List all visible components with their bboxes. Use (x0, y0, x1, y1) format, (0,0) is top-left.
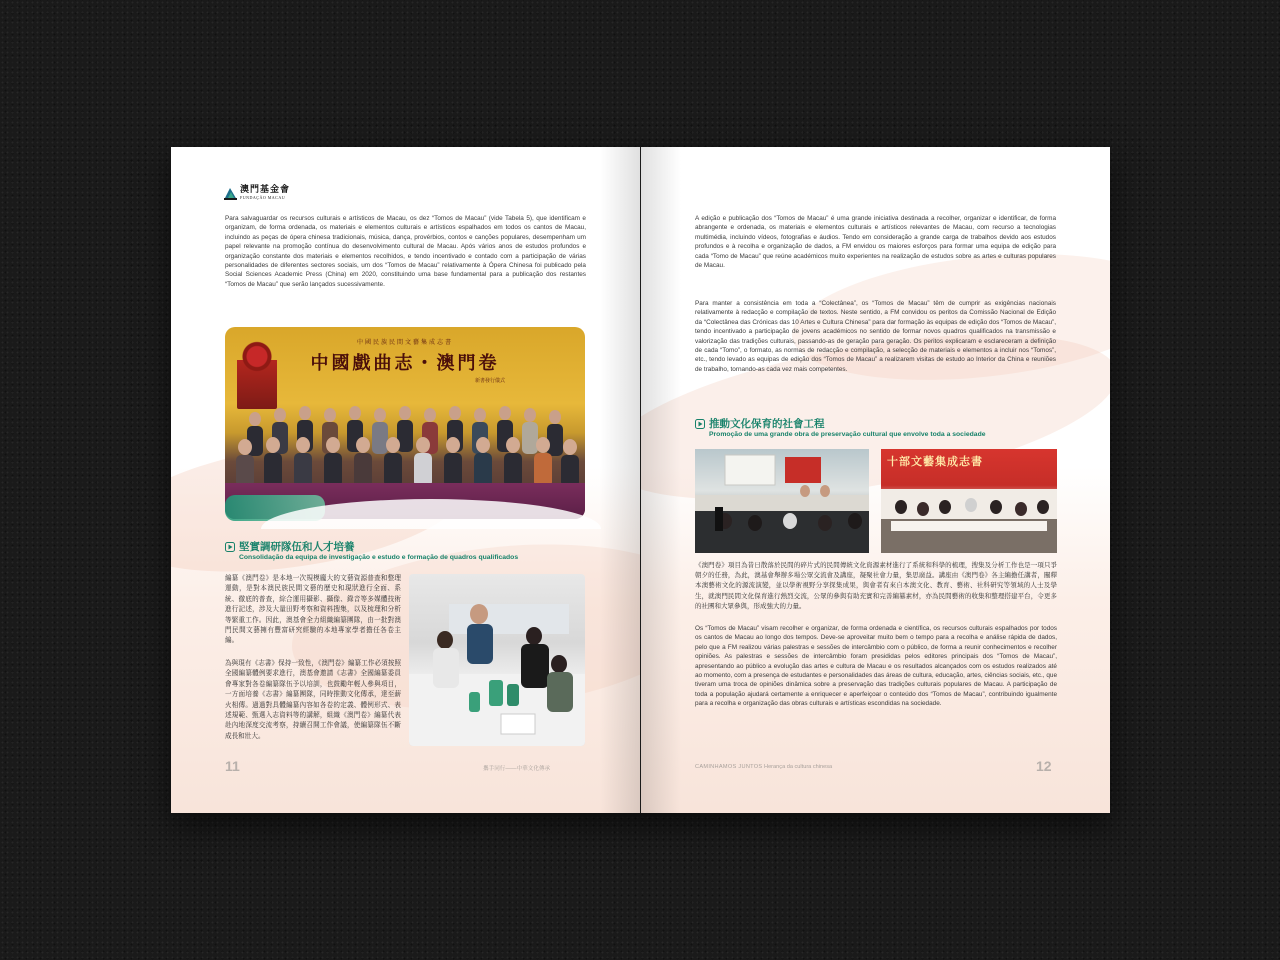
lecture-photo (695, 449, 869, 553)
section-title-cn: 堅實調研隊伍和人才培養 (239, 541, 355, 553)
banner-meta: 新書發行儀式 (474, 378, 505, 384)
gutter-shadow (641, 147, 681, 813)
team-paragraph-cn-2: 為與現有《志書》保持一致性，《澳門卷》編纂工作必須按照全國編纂體例要求進行，澳基會邀請《志書》全國編纂委員會專家對各卷編纂隊伍予以培訓，也鼓勵年輕人參與項目，一方面培養《志書》編纂團隊，同時推動文化傳承，達至薪火相傳。過過對具體編纂內容如各卷的定義、體例形式、表述規範、甄選入志資料等的講解，組織《澳門卷》編纂代表赴內地深度交流考察，持續召開工作會議，使編纂隊伍不斷成長和壯大。 (225, 660, 401, 740)
gutter-shadow (600, 147, 640, 813)
banner-title: 中國戲曲志・澳門卷 (310, 353, 500, 374)
section-heading-preservation (695, 418, 1065, 439)
section-title-pt: Consolidação da equipa de investigação e estudo e formação de quadros qualificados (239, 554, 519, 561)
preservation-paragraph-cn: 《澳門卷》項目為昔日散落於民間的碎片式的民間傳統文化資源素材進行了系統和科學的梳理，搜集及分析工作也是一項只爭朝夕的任務，為此，澳基會舉辦多場公眾交流會及講座，凝聚社會力量，集思廣益。講座由《澳門卷》各主編擔任講者，闡釋本澳藝術文化的源流演變，並以學術視野分享探集成果，與會者有來自本澳文化、教育、藝術、社科研究等領域的人士及學生，就澳門民間文化保育進行熱烈交流，公眾的參與有助充實和完善編纂素材，亦為民間藝術的收集和整理搭建平台，令更多的社團和大眾參與，形成強大的力量。 (695, 562, 1057, 610)
foundation-logo-icon (224, 186, 237, 200)
section-play-icon (695, 419, 705, 429)
publication-paragraph: A edição e publicação dos “Tomos de Macau” é uma grande iniciativa destinada a recolher, organizar e identificar, de forma abrangente e ordenada, os materiais e elementos culturais e artísticos relevantes de Macau, com recurso a tecnologias multimédia, incluindo vídeos, fotografias e áudios. Tendo em consideração a grande carga de trabalhos devido aos estudos profundos e à recolha e organização de dados, a FM envidou os maiores esforços para formar uma equipa de edição para cada “Tomo de Macau” que reúne académicos muito experientes na realização de estudos sobre as artes e culturas populares de Macau. (695, 215, 1056, 270)
conference-banner-text: 十部文藝集成志書 (887, 455, 983, 468)
team-paragraph-cn-1: 編纂《澳門卷》是本地一次規模龐大的文藝資源普查和整理運動，是對本澳民族民間文藝的歷史和現狀進行全面、系統、徹底的普查，綜合運用攝影、攝像、錄音等多媒體技術進行記述，涉及大量田野考察和資料搜集，以及梳理和分析等繁重工作。因此，澳基會全力組織編纂團隊，由一批對澳門民間文藝擁有豐富研究經驗的本地專家學者擔任各卷主編。 (225, 575, 401, 645)
page-number-left: 11 (225, 758, 240, 774)
banner-subtitle: 中國民族民間文藝集成志書 (356, 340, 453, 346)
footer-tail: Herança da cultura chinesa (764, 764, 833, 770)
page-footer-left: 攜手同行——中華文化傳承 (483, 766, 551, 772)
page-number-right: 12 (1036, 758, 1052, 774)
section-title-cn: 推動文化保育的社會工程 (709, 418, 825, 430)
foundation-logo (224, 186, 290, 200)
section-play-icon (225, 542, 235, 552)
consistency-paragraph: Para manter a consistência em toda a “Colectânea”, os “Tomos de Macau” têm de cumprir as exigências nacionais relativamente à redacção e compilação de textos. Neste sentido, a FM convidou os peritos da Comissão Nacional de Edição da “Colectânea das Crónicas das 10 Artes e Cultura Chinesa” para dar formação às equipas de edição dos “Tomos de Macau”, tendo incentivado a participação de jovens académicos no sentido de formar novos quadros qualificados na transmissão e valorização das tradições culturais, passando-as de geração para geração. Os peritos explicaram e esclareceram a definição de cada “Tomo”, o formato, as normas de redacção e compilação, a selecção de materiais e elementos a incluir nos “Tomos”, etc., tendo levado as equipas de edição dos “Tomos de Macau” a realizarem visitas de estudo ao Interior da China e reuniões de trabalho, tornando-as cada vez mais competentes. (695, 300, 1056, 373)
logo-name-cn: 澳門基金會 (240, 185, 291, 195)
footer-lead: CAMINHAMOS JUNTOS (695, 764, 763, 770)
preservation-paragraph-pt: Os “Tomos de Macau” visam recolher e organizar, de forma ordenada e científica, os recursos culturais espalhados por todos os cantos de Macau ao longo dos tempos. Deve-se aproveitar muito bem o tempo para a recolha e análise rápida de dados, pelo que a FM realizou várias palestras e sessões de intercâmbio com o público, de forma a reunir conhecimentos e recolher opiniões. As palestras e sessões de intercâmbio foram presididas pelos editores principais dos “Tomos de Macau”, apresentando ao público a evolução das artes e cultura de Macau e os resultados alcançados com os estudos realizados até ao momento, com a presença de estudantes e personalidades das áreas de cultura, educação, artes, ciências sociais, etc., que tiveram uma troca de opiniões dinâmica sobre a preservação das tradições culturais populares de Macau. A participação de toda a população ajudará certamente a enriquecer e aperfeiçoar o conteúdo dos “Tomos de Macau”, contribuindo igualmente para a recolha e organização das obras culturais e artísticas escondidas na sociedade. (695, 625, 1057, 708)
magazine-spread (171, 147, 1110, 813)
book-launch-group-photo (225, 327, 585, 519)
left-page (171, 147, 640, 813)
conference-photo (881, 449, 1057, 553)
editing-team-photo (409, 574, 585, 746)
section-heading-team (225, 541, 595, 562)
page-footer-right (695, 764, 832, 770)
logo-name-pt: FUNDAÇÃO MACAU (240, 195, 286, 200)
section-title-pt: Promoção de uma grande obra de preservação cultural que envolve toda a sociedade (709, 431, 986, 438)
intro-paragraph: Para salvaguardar os recursos culturais e artísticos de Macau, os dez “Tomos de Macau” (vide Tabela 5), que identificam e organizam, de forma ordenada, os materiais e elementos culturais e artísticos espalhados em todos os cantos de Macau, incluindo as peças de ópera chinesa tradicionais, música, dança, provérbios, contos e canções populares, desempenham um papel relevante na promoção contínua do desenvolvimento cultural de Macau. Após vários anos de estudos profundos e organização constante dos materiais e elementos recolhidos, e tendo incentivado e contado com a participação de várias personalidades de diferentes sectores sociais, um dos “Tomos de Macau” relativamente à Ópera Chinesa foi publicado pela Social Sciences Academic Press (China) em 2020, constituindo uma base fundamental para a publicação dos restantes “Tomos de Macau” que serão lançados sucessivamente. (225, 215, 586, 288)
